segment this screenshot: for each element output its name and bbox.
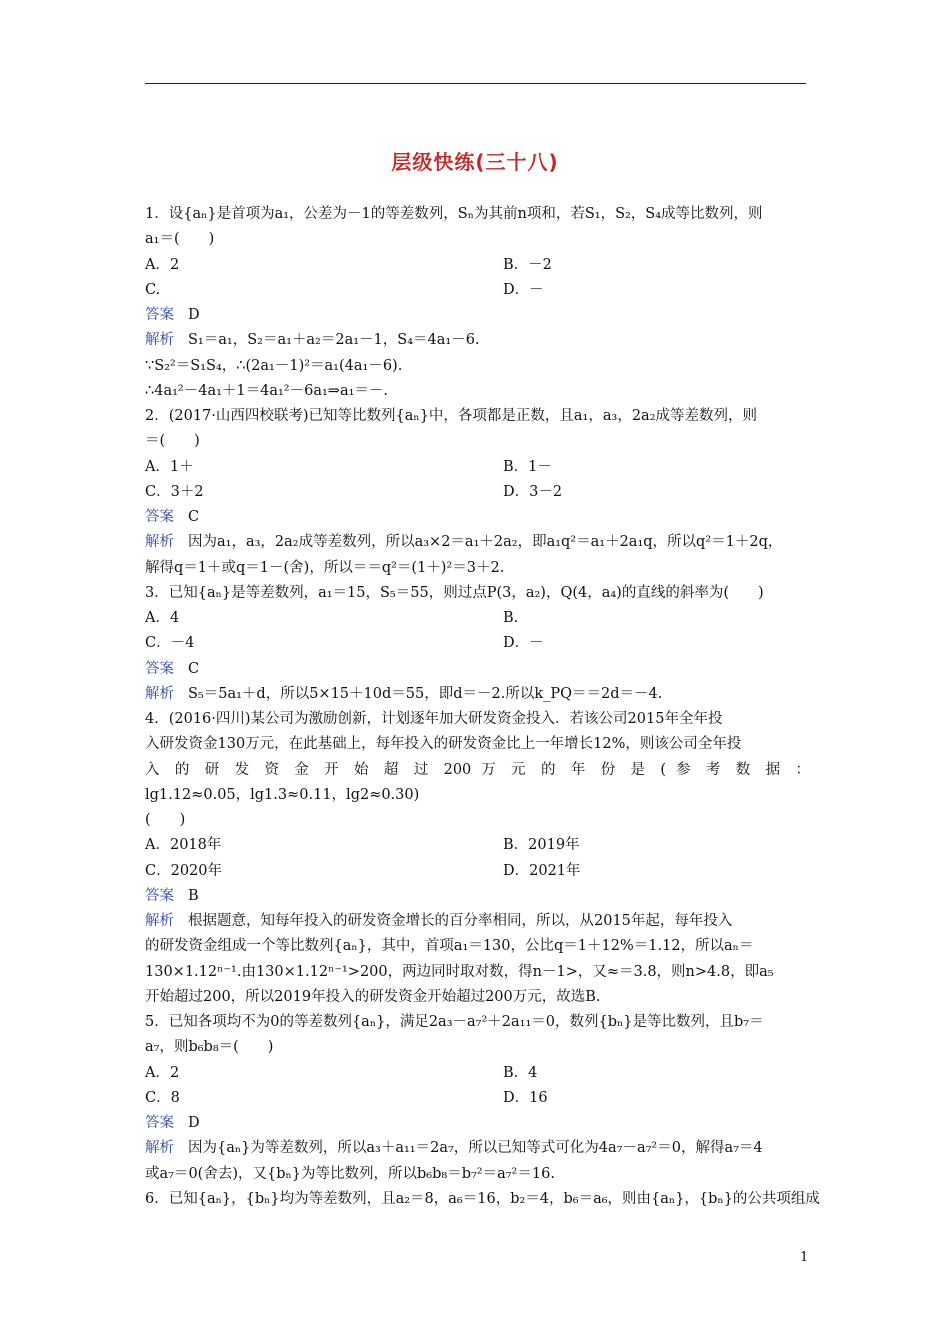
answer-text: 根据题意，知每年投入的研发资金增长的百分率相同，所以，从2015年起，每年投入 — [188, 913, 733, 929]
text-line: lg1.12≈0.05，lg1.3≈0.11，lg2≈0.30) — [145, 787, 420, 803]
text-line: 入 的 研 发 资 金 开 始 超 过 200 万 元 的 年 份 是 ( 参 考 数 据 ： — [145, 762, 810, 778]
text-line: ( ) — [145, 812, 186, 828]
answer-text: D — [188, 307, 200, 323]
option-left: C．－4 — [145, 635, 195, 651]
text-line: 或a₇＝0(舍去)，又{bₙ}为等比数列，所以b₆b₈＝b₇²＝a₇²＝16. — [145, 1166, 555, 1182]
answer-label: 答案 — [145, 307, 174, 323]
answer-text: C — [188, 509, 200, 525]
answer-line — [145, 507, 810, 527]
answer-label: 解析 — [145, 913, 174, 929]
answer-line — [145, 659, 810, 679]
answer-line — [145, 1113, 810, 1133]
option-right: B．4 — [503, 1065, 538, 1081]
answer-label: 解析 — [145, 332, 174, 348]
option-right: D．3－2 — [503, 484, 563, 500]
text-line: 4．(2016·四川)某公司为激励创新，计划逐年加大研发资金投入．若该公司2015年全年投 — [145, 711, 723, 727]
text-line: 2．(2017·山西四校联考)已知等比数列{aₙ}中，各项都是正数，且a₁，a₃，2a₂成等差数列，则 — [145, 408, 758, 424]
answer-label: 解析 — [145, 686, 174, 702]
option-right: B．－2 — [503, 257, 552, 273]
answer-label: 答案 — [145, 661, 174, 677]
option-right: B. — [503, 610, 519, 626]
text-line: ∴4a₁²－4a₁＋1＝4a₁²－6a₁⇒a₁＝－. — [145, 383, 389, 399]
answer-line — [145, 886, 810, 906]
answer-line — [145, 305, 810, 325]
option-right: B．1－ — [503, 459, 552, 475]
text-line: 解得q＝1＋或q＝1－(舍)，所以＝＝q²＝(1＋)²＝3＋2. — [145, 560, 505, 576]
answer-line — [145, 911, 810, 931]
text-line: a₇，则b₆b₈＝( ) — [145, 1039, 274, 1055]
page-title: 层级快练(三十八) — [391, 150, 559, 174]
option-right: D．－ — [503, 635, 544, 651]
text-line: 入研发资金130万元，在此基础上，每年投入的研发资金比上一年增长12%，则该公司全年投 — [145, 736, 742, 752]
answer-text: 因为a₁，a₃，2a₂成等差数列，所以a₃×2＝a₁＋2a₂，即a₁q²＝a₁＋2a₁q，所以q²＝1＋2q， — [188, 534, 783, 550]
text-line: 开始超过200，所以2019年投入的研发资金开始超过200万元，故选B. — [145, 989, 601, 1005]
answer-label: 答案 — [145, 1115, 174, 1131]
text-line: 的研发资金组成一个等比数列{aₙ}，其中，首项a₁＝130，公比q＝1＋12%＝1.12，所以aₙ＝ — [145, 938, 754, 954]
text-line: 1．设{aₙ}是首项为a₁，公差为－1的等差数列，Sₙ为其前n项和，若S₁，S₂，S₄成等比数列，则 — [145, 206, 763, 222]
option-left: C．8 — [145, 1090, 180, 1106]
page-number: 1 — [800, 1250, 809, 1265]
answer-text: D — [188, 1115, 200, 1131]
answer-line — [145, 1138, 810, 1158]
answer-label: 解析 — [145, 1140, 174, 1156]
answer-text: B — [188, 888, 199, 904]
answer-text: S₁＝a₁，S₂＝a₁＋a₂＝2a₁－1，S₄＝4a₁－6. — [188, 332, 480, 348]
header-rule — [145, 83, 806, 84]
option-left: A．2 — [145, 1065, 180, 1081]
answer-text: S₅＝5a₁＋d，所以5×15＋10d＝55，即d＝－2.所以k_PQ＝＝2d＝－4. — [188, 686, 663, 702]
text-line: 5．已知各项均不为0的等差数列{aₙ}，满足2a₃－a₇²＋2a₁₁＝0，数列{bₙ}是等比数列，且b₇＝ — [145, 1014, 764, 1030]
answer-label: 答案 — [145, 509, 174, 525]
option-left: A．2 — [145, 257, 180, 273]
text-line: ∵S₂²＝S₁S₄，∴(2a₁－1)²＝a₁(4a₁－6). — [145, 358, 403, 374]
text-line: 6．已知{aₙ}，{bₙ}均为等差数列，且a₂＝8，a₆＝16，b₂＝4，b₆＝a₆，则由{aₙ}，{bₙ}的公共项组成 — [145, 1191, 820, 1207]
answer-line — [145, 684, 810, 704]
option-left: C．2020年 — [145, 863, 222, 879]
option-left: A．2018年 — [145, 837, 222, 853]
option-left: C．3＋2 — [145, 484, 204, 500]
option-left: A．1＋ — [145, 459, 194, 475]
answer-line — [145, 330, 810, 350]
option-left: A．4 — [145, 610, 180, 626]
answer-line — [145, 532, 810, 552]
option-right: D．－ — [503, 282, 544, 298]
text-line: 3．已知{aₙ}是等差数列，a₁＝15，S₅＝55，则过点P(3，a₂)，Q(4，a₄)的直线的斜率为( ) — [145, 585, 764, 601]
text-line: 130×1.12ⁿ⁻¹.由130×1.12ⁿ⁻¹>200，两边同时取对数，得n－1>，又≈＝3.8，则n>4.8，即a₅ — [145, 964, 774, 980]
answer-label: 答案 — [145, 888, 174, 904]
option-left: C. — [145, 282, 161, 298]
option-right: D．2021年 — [503, 863, 581, 879]
answer-text: C — [188, 661, 200, 677]
text-line: ＝( ) — [145, 433, 200, 449]
text-line: a₁＝( ) — [145, 231, 215, 247]
option-right: D．16 — [503, 1090, 548, 1106]
answer-text: 因为{aₙ}为等差数列，所以a₃＋a₁₁＝2a₇，所以已知等式可化为4a₇－a₇²＝0，解得a₇＝4 — [188, 1140, 763, 1156]
option-right: B．2019年 — [503, 837, 580, 853]
answer-label: 解析 — [145, 534, 174, 550]
